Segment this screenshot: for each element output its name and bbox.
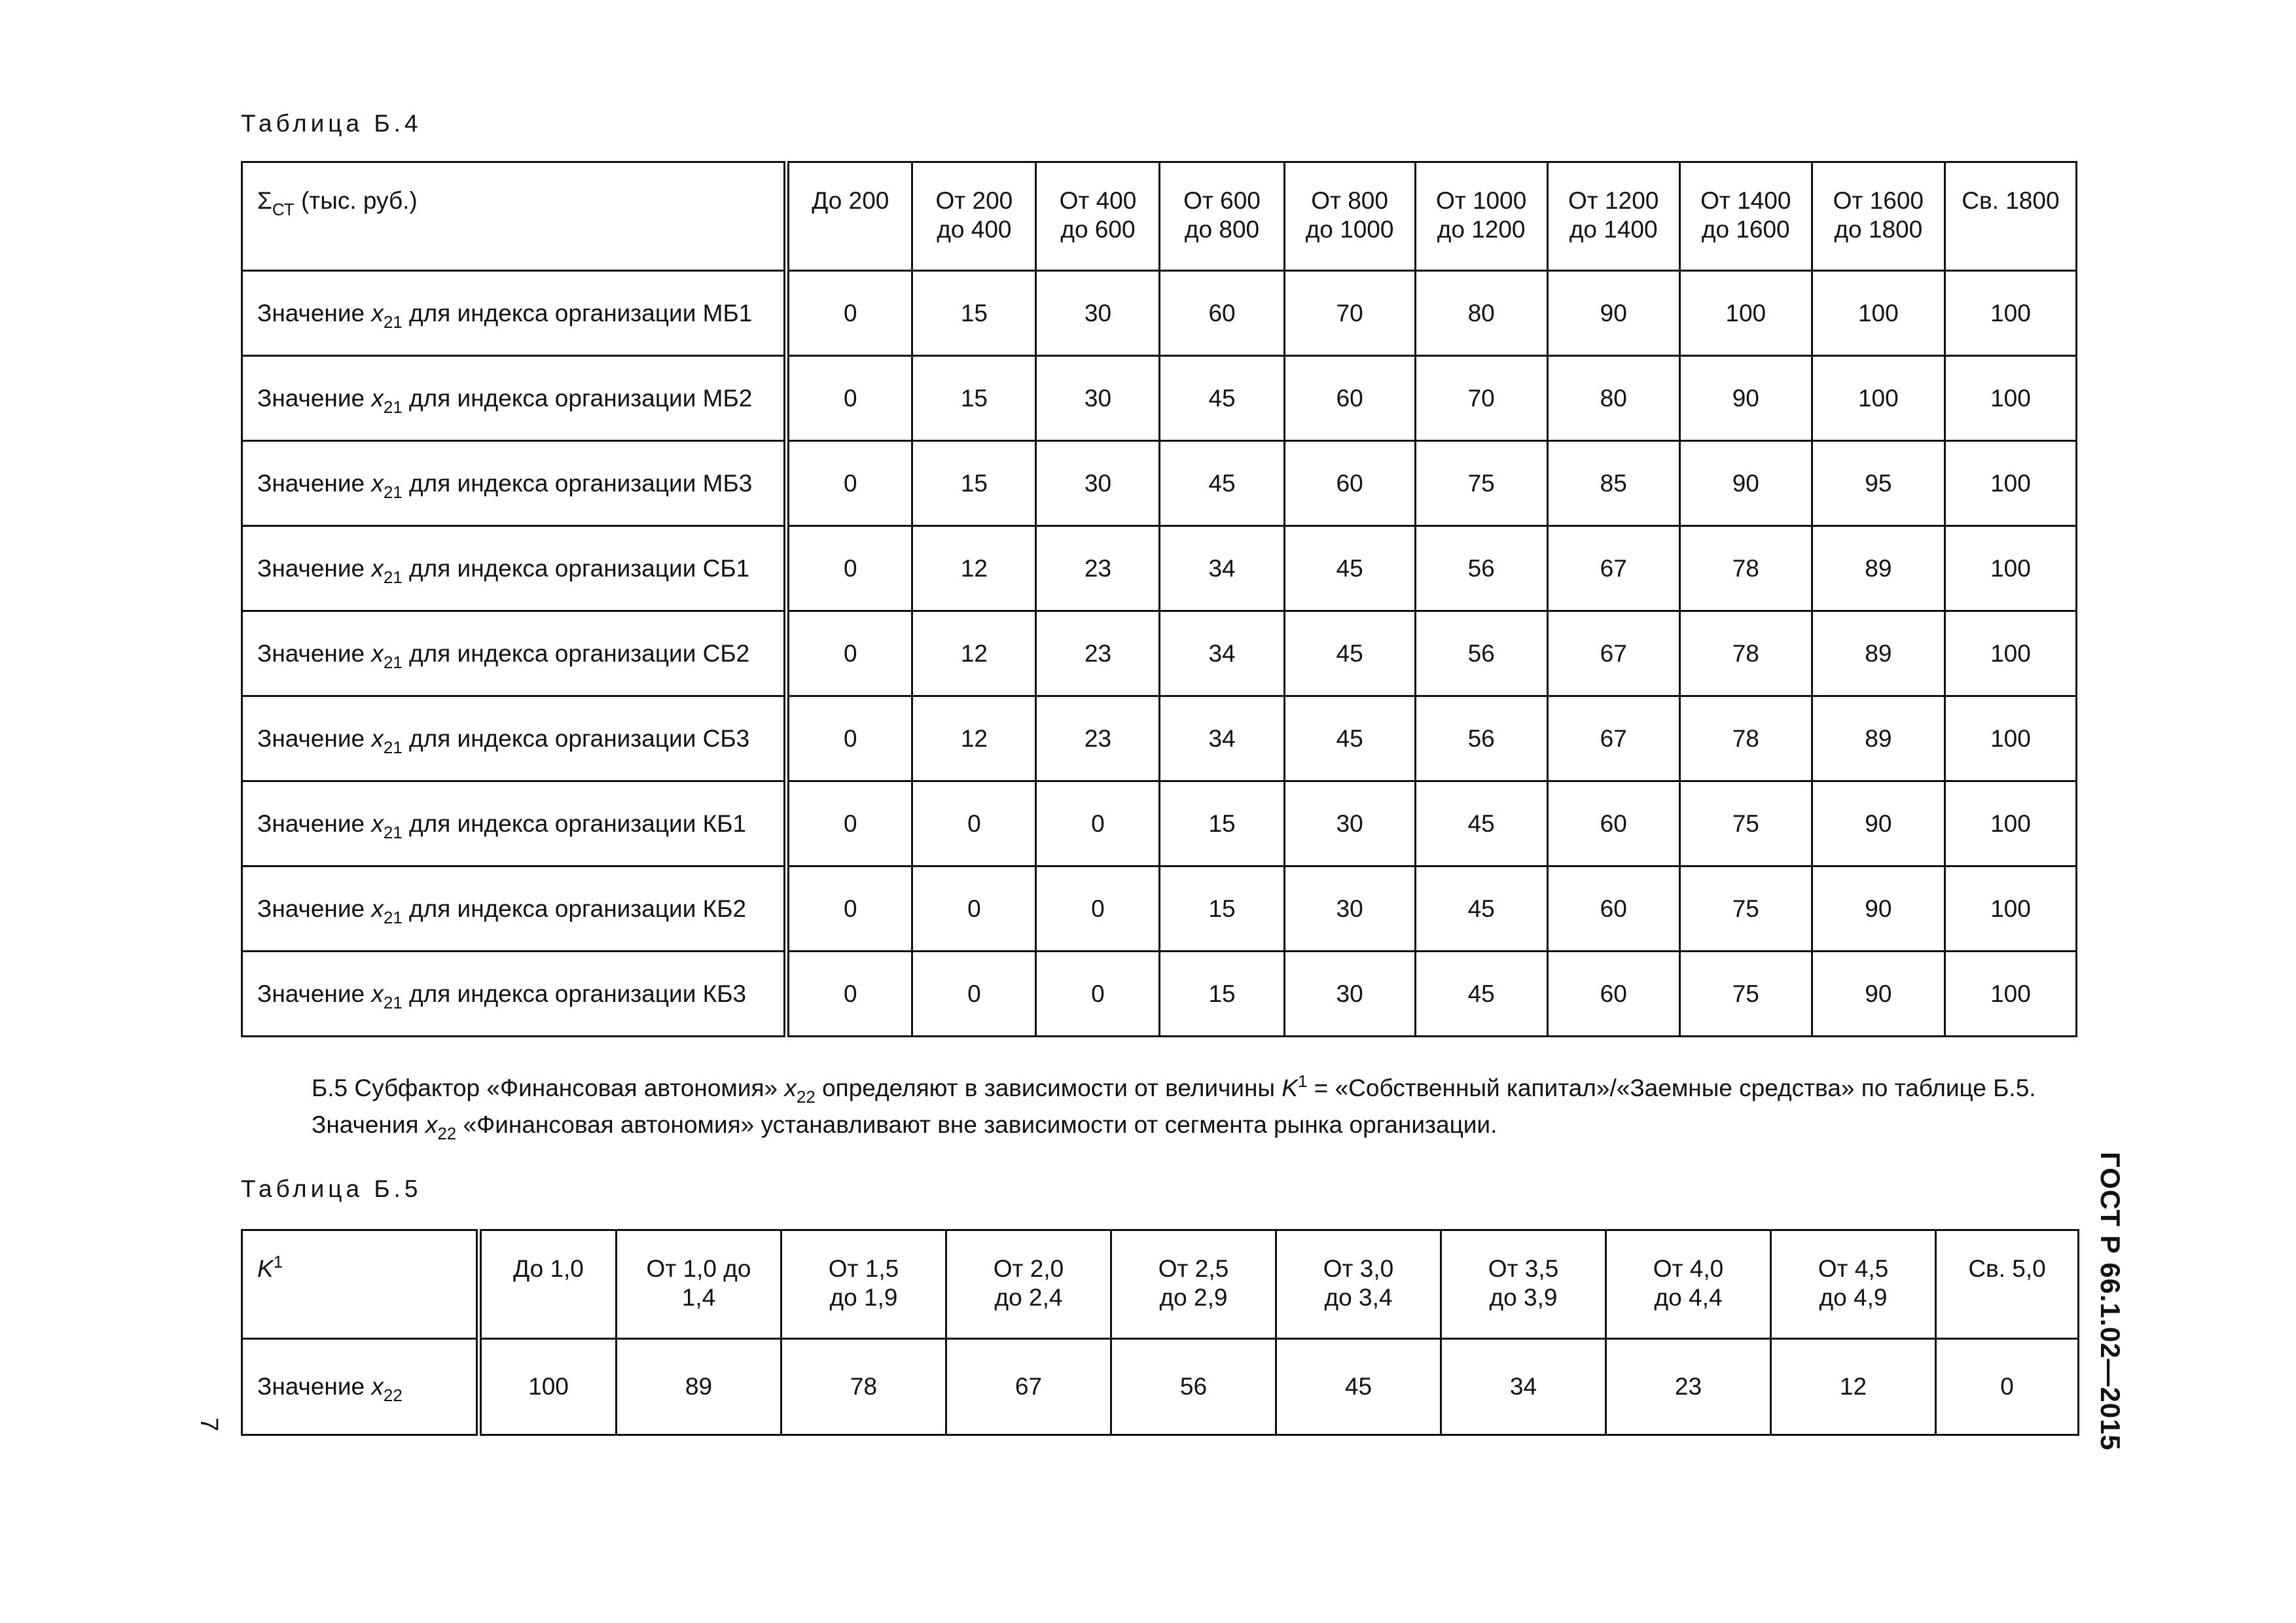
value-cell: 0 [787, 271, 912, 356]
sigma-subscript: СТ [272, 200, 295, 219]
header-cell [1771, 1230, 1936, 1339]
value-cell: 23 [1036, 611, 1160, 696]
row-label-text: для индекса организации [402, 299, 703, 327]
header-line: до 4,4 [1654, 1284, 1723, 1311]
value-cell: 34 [1160, 696, 1284, 781]
value-cell: 100 [1812, 271, 1945, 356]
value-cell: 45 [1415, 952, 1547, 1037]
organization-index: СБ2 [702, 639, 750, 667]
value-cell: 100 [1945, 526, 2076, 611]
table-row [242, 1339, 2079, 1435]
value-cell: 100 [1945, 696, 2076, 781]
value-cell: 75 [1679, 781, 1812, 866]
value-cell: 15 [912, 271, 1036, 356]
value-cell: 67 [1547, 611, 1679, 696]
value-cell: 34 [1160, 611, 1284, 696]
organization-index: КБ2 [702, 895, 747, 922]
row-label-text: для индекса организации [402, 724, 703, 752]
header-line: до 2,4 [994, 1284, 1063, 1311]
variable-symbol: x [371, 724, 384, 752]
value-cell: 90 [1679, 356, 1812, 441]
value-cell: 60 [1547, 952, 1679, 1037]
variable-subscript: 21 [383, 652, 403, 672]
coefficient-symbol: K [1282, 1075, 1298, 1101]
header-line: до 800 [1184, 216, 1260, 243]
table-b4-caption: Таблица Б.4 [241, 110, 422, 137]
value-cell: 0 [1936, 1339, 2079, 1435]
row-label-text: Значение [257, 384, 372, 412]
row-label-cell [242, 696, 787, 781]
header-line: От 3,5 [1488, 1255, 1559, 1282]
paragraph-text: определяют в зависимости от величины [815, 1075, 1282, 1101]
variable-subscript: 21 [383, 482, 403, 502]
value-cell: 60 [1284, 441, 1415, 526]
table-b5 [241, 1229, 2079, 1436]
header-line: до 1000 [1305, 216, 1394, 243]
header-cell [1936, 1230, 2079, 1339]
value-cell: 75 [1679, 952, 1812, 1037]
row-label-cell [242, 952, 787, 1037]
value-cell: 12 [912, 526, 1036, 611]
row-label-text: Значение [257, 1373, 372, 1400]
value-cell: 75 [1679, 866, 1812, 952]
value-cell: 56 [1415, 611, 1547, 696]
paragraph-text: Значения [312, 1111, 425, 1138]
value-cell: 0 [787, 611, 912, 696]
organization-index: КБ1 [702, 810, 747, 837]
variable-subscript: 21 [383, 822, 403, 842]
header-line: до 400 [937, 216, 1012, 243]
document-code: ГОСТ Р 66.1.02—2015 [2095, 1152, 2126, 1451]
header-line: От 800 [1311, 187, 1388, 214]
value-cell: 34 [1441, 1339, 1606, 1435]
value-cell: 85 [1547, 441, 1679, 526]
variable-symbol: x [784, 1075, 797, 1101]
value-cell: 23 [1036, 696, 1160, 781]
value-cell: 15 [1160, 952, 1284, 1037]
value-cell: 45 [1284, 526, 1415, 611]
coefficient-superscript: 1 [273, 1252, 283, 1272]
value-cell: 30 [1036, 356, 1160, 441]
row-label-text: для индекса организации [402, 895, 703, 922]
variable-subscript: 21 [383, 312, 403, 332]
value-cell: 89 [1812, 526, 1945, 611]
header-line: до 2,9 [1159, 1284, 1228, 1311]
value-cell: 0 [787, 356, 912, 441]
value-cell: 89 [617, 1339, 781, 1435]
table-header-row [242, 162, 2077, 271]
header-line: От 400 [1059, 187, 1137, 214]
row-label-text: Значение [257, 810, 372, 837]
header-cell [617, 1230, 781, 1339]
table-row [242, 356, 2077, 441]
value-cell: 90 [1679, 441, 1812, 526]
header-cell [912, 162, 1036, 271]
header-line: От 200 [935, 187, 1013, 214]
value-cell: 56 [1415, 696, 1547, 781]
variable-symbol: x [425, 1111, 438, 1138]
table-row [242, 441, 2077, 526]
paragraph-b5-line2 [312, 1111, 1498, 1143]
row-label-text: для индекса организации [402, 554, 703, 582]
value-cell: 45 [1160, 441, 1284, 526]
table-b4 [241, 161, 2077, 1037]
row-label-text: для индекса организации [402, 980, 703, 1007]
table-row [242, 271, 2077, 356]
header-line: до 1400 [1569, 216, 1658, 243]
organization-index: КБ3 [702, 980, 747, 1007]
value-cell: 0 [912, 781, 1036, 866]
row-label-cell [242, 441, 787, 526]
table-row [242, 696, 2077, 781]
value-cell: 12 [912, 696, 1036, 781]
value-cell: 100 [1945, 441, 2076, 526]
header-cell [1036, 162, 1160, 271]
value-cell: 67 [1547, 696, 1679, 781]
header-line: От 2,0 [993, 1255, 1064, 1282]
row-label-cell [242, 1339, 479, 1435]
value-cell: 95 [1812, 441, 1945, 526]
value-cell: 100 [1945, 356, 2076, 441]
value-cell: 70 [1284, 271, 1415, 356]
header-cell [1284, 162, 1415, 271]
header-unit: (тыс. руб.) [294, 187, 418, 214]
header-line: до 3,9 [1489, 1284, 1558, 1311]
row-label-text: Значение [257, 724, 372, 752]
value-cell: 0 [787, 866, 912, 952]
value-cell: 0 [1036, 781, 1160, 866]
header-cell [1415, 162, 1547, 271]
row-label-text: Значение [257, 980, 372, 1007]
value-cell: 89 [1812, 611, 1945, 696]
row-label-text: Значение [257, 554, 372, 582]
table-row [242, 611, 2077, 696]
value-cell: 12 [1771, 1339, 1936, 1435]
row-label-cell [242, 526, 787, 611]
variable-symbol: x [371, 639, 384, 667]
header-line: До 1,0 [513, 1255, 584, 1282]
value-cell: 0 [787, 781, 912, 866]
header-line: От 1000 [1435, 187, 1527, 214]
header-line: От 1,5 [828, 1255, 899, 1282]
variable-subscript: 21 [383, 397, 403, 417]
value-cell: 30 [1036, 441, 1160, 526]
value-cell: 100 [1945, 952, 2076, 1037]
header-cell [479, 1230, 617, 1339]
variable-subscript: 21 [383, 737, 403, 757]
value-cell: 30 [1036, 271, 1160, 356]
header-cell [1679, 162, 1812, 271]
value-cell: 15 [912, 441, 1036, 526]
variable-symbol: x [371, 384, 384, 412]
row-label-text: Значение [257, 299, 372, 327]
value-cell: 30 [1284, 781, 1415, 866]
table-b5-caption: Таблица Б.5 [241, 1175, 422, 1202]
value-cell: 0 [912, 866, 1036, 952]
header-line: до 1200 [1437, 216, 1526, 243]
row-label-cell [242, 356, 787, 441]
page-number: 7 [195, 1418, 223, 1432]
organization-index: МБ3 [702, 469, 753, 497]
row-label-text: для индекса организации [402, 469, 703, 497]
value-cell: 78 [1679, 696, 1812, 781]
row-label-text: Значение [257, 469, 372, 497]
row-label-cell [242, 866, 787, 952]
row-label-text: Значение [257, 639, 372, 667]
value-cell: 0 [787, 952, 912, 1037]
value-cell: 45 [1160, 356, 1284, 441]
value-cell: 60 [1160, 271, 1284, 356]
coefficient-superscript: 1 [1297, 1071, 1308, 1091]
header-label-cell [242, 162, 787, 271]
value-cell: 0 [912, 952, 1036, 1037]
header-line: От 2,5 [1158, 1255, 1229, 1282]
value-cell: 45 [1284, 611, 1415, 696]
header-cell [1606, 1230, 1771, 1339]
header-cell [1160, 162, 1284, 271]
value-cell: 67 [946, 1339, 1111, 1435]
header-cell [1276, 1230, 1441, 1339]
header-line: до 3,4 [1324, 1284, 1393, 1311]
variable-subscript: 21 [383, 992, 403, 1012]
header-label-cell [242, 1230, 479, 1339]
row-label-text: для индекса организации [402, 810, 703, 837]
value-cell: 0 [787, 696, 912, 781]
variable-subscript: 21 [383, 567, 403, 587]
variable-subscript: 22 [383, 1385, 403, 1405]
header-cell [1945, 162, 2076, 271]
variable-symbol: x [371, 299, 384, 327]
value-cell: 56 [1111, 1339, 1276, 1435]
header-line: От 1,0 до [646, 1255, 751, 1282]
variable-symbol: x [371, 554, 384, 582]
value-cell: 15 [912, 356, 1036, 441]
value-cell: 89 [1812, 696, 1945, 781]
header-line: 1,4 [681, 1284, 716, 1311]
value-cell: 45 [1284, 696, 1415, 781]
value-cell: 0 [787, 526, 912, 611]
variable-symbol: x [371, 895, 384, 922]
value-cell: 75 [1415, 441, 1547, 526]
value-cell: 56 [1415, 526, 1547, 611]
header-line: От 1200 [1568, 187, 1659, 214]
table-row [242, 952, 2077, 1037]
header-cell [1547, 162, 1679, 271]
table-header-row [242, 1230, 2079, 1339]
value-cell: 60 [1284, 356, 1415, 441]
header-line: до 1600 [1701, 216, 1790, 243]
value-cell: 23 [1606, 1339, 1771, 1435]
value-cell: 100 [1945, 781, 2076, 866]
value-cell: 23 [1036, 526, 1160, 611]
value-cell: 100 [479, 1339, 617, 1435]
header-cell [946, 1230, 1111, 1339]
value-cell: 0 [1036, 952, 1160, 1037]
header-line: до 1,9 [829, 1284, 898, 1311]
value-cell: 67 [1547, 526, 1679, 611]
variable-symbol: x [371, 980, 384, 1007]
value-cell: 100 [1945, 611, 2076, 696]
variable-subscript: 21 [383, 907, 403, 927]
header-line: до 1800 [1834, 216, 1923, 243]
organization-index: МБ2 [702, 384, 753, 412]
variable-symbol: x [371, 810, 384, 837]
coefficient-symbol: K [257, 1255, 274, 1282]
organization-index: СБ3 [702, 724, 750, 752]
variable-subscript: 22 [796, 1087, 816, 1107]
header-cell [1812, 162, 1945, 271]
value-cell: 78 [1679, 526, 1812, 611]
row-label-cell [242, 611, 787, 696]
header-line: От 4,0 [1653, 1255, 1724, 1282]
sigma-symbol: Σ [257, 187, 272, 214]
header-cell [1441, 1230, 1606, 1339]
header-cell [1111, 1230, 1276, 1339]
value-cell: 30 [1284, 952, 1415, 1037]
table-row [242, 526, 2077, 611]
header-line: До 200 [812, 187, 889, 214]
value-cell: 60 [1547, 866, 1679, 952]
table-row [242, 781, 2077, 866]
value-cell: 90 [1812, 952, 1945, 1037]
header-cell [787, 162, 912, 271]
value-cell: 80 [1415, 271, 1547, 356]
value-cell: 70 [1415, 356, 1547, 441]
value-cell: 34 [1160, 526, 1284, 611]
value-cell: 80 [1547, 356, 1679, 441]
variable-symbol: x [371, 1373, 384, 1400]
value-cell: 100 [1812, 356, 1945, 441]
variable-subscript: 22 [437, 1124, 457, 1143]
header-line: Св. 5,0 [1968, 1255, 2046, 1282]
row-label-text: для индекса организации [402, 639, 703, 667]
header-line: От 3,0 [1323, 1255, 1394, 1282]
header-cell [781, 1230, 946, 1339]
header-line: От 600 [1183, 187, 1261, 214]
value-cell: 100 [1945, 866, 2076, 952]
value-cell: 100 [1945, 271, 2076, 356]
paragraph-text: Б.5 Субфактор «Финансовая автономия» [312, 1075, 785, 1101]
row-label-text: для индекса организации [402, 384, 703, 412]
value-cell: 15 [1160, 781, 1284, 866]
variable-symbol: x [371, 469, 384, 497]
paragraph-b5-line1 [312, 1071, 2036, 1107]
value-cell: 78 [781, 1339, 946, 1435]
paragraph-text: = «Собственный капитал»/«Заемные средства» по таблице Б.5. [1307, 1075, 2036, 1101]
value-cell: 0 [1036, 866, 1160, 952]
organization-index: МБ1 [702, 299, 753, 327]
header-line: до 4,9 [1819, 1284, 1888, 1311]
table-row [242, 866, 2077, 952]
header-line: От 1400 [1700, 187, 1791, 214]
header-line: Св. 1800 [1962, 187, 2060, 214]
header-line: От 4,5 [1818, 1255, 1889, 1282]
value-cell: 60 [1547, 781, 1679, 866]
value-cell: 78 [1679, 611, 1812, 696]
organization-index: СБ1 [702, 554, 750, 582]
header-line: От 1600 [1833, 187, 1924, 214]
value-cell: 15 [1160, 866, 1284, 952]
value-cell: 90 [1812, 781, 1945, 866]
row-label-cell [242, 271, 787, 356]
row-label-text: Значение [257, 895, 372, 922]
value-cell: 45 [1415, 866, 1547, 952]
value-cell: 12 [912, 611, 1036, 696]
value-cell: 45 [1276, 1339, 1441, 1435]
header-line: до 600 [1060, 216, 1136, 243]
value-cell: 100 [1679, 271, 1812, 356]
value-cell: 30 [1284, 866, 1415, 952]
value-cell: 45 [1415, 781, 1547, 866]
row-label-cell [242, 781, 787, 866]
value-cell: 90 [1547, 271, 1679, 356]
value-cell: 90 [1812, 866, 1945, 952]
value-cell: 0 [787, 441, 912, 526]
paragraph-text: «Финансовая автономия» устанавливают вне зависимости от сегмента рынка организации. [456, 1111, 1498, 1138]
